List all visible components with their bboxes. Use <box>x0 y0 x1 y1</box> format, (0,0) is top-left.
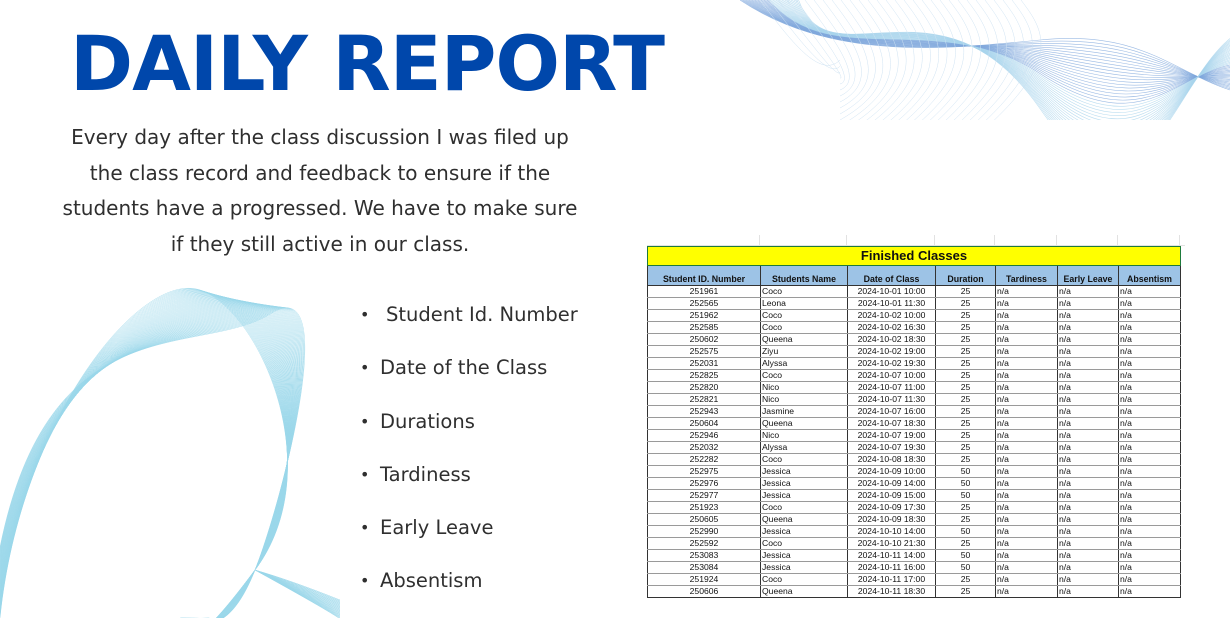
table-cell[interactable]: n/a <box>996 537 1058 549</box>
table-cell[interactable]: 2024-10-09 17:30 <box>848 501 936 513</box>
table-cell[interactable]: n/a <box>1119 333 1181 345</box>
table-cell[interactable]: 25 <box>936 381 996 393</box>
table-cell[interactable]: 2024-10-09 15:00 <box>848 489 936 501</box>
table-cell[interactable]: n/a <box>1058 405 1119 417</box>
table-row <box>648 357 1181 369</box>
table-cell[interactable]: 2024-10-07 19:30 <box>848 441 936 453</box>
table-cell[interactable]: 2024-10-10 21:30 <box>848 537 936 549</box>
table-cell[interactable]: Jessica <box>761 465 848 477</box>
table-cell[interactable]: 2024-10-11 18:30 <box>848 585 936 597</box>
table-cell[interactable]: n/a <box>1119 321 1181 333</box>
table-cell[interactable]: 25 <box>936 321 996 333</box>
table-cell[interactable]: 2024-10-01 10:00 <box>848 285 936 297</box>
table-cell[interactable]: 250602 <box>648 333 761 345</box>
table-cell[interactable]: n/a <box>996 513 1058 525</box>
table-cell[interactable]: n/a <box>1058 489 1119 501</box>
table-cell[interactable]: n/a <box>1058 453 1119 465</box>
table-row <box>648 585 1181 597</box>
table-row <box>648 309 1181 321</box>
table-row <box>648 417 1181 429</box>
table-cell[interactable]: 50 <box>936 549 996 561</box>
table-row <box>648 549 1181 561</box>
table-cell[interactable]: 25 <box>936 537 996 549</box>
table-cell[interactable]: n/a <box>996 297 1058 309</box>
table-row <box>648 477 1181 489</box>
bullet-label: Tardiness <box>380 462 471 486</box>
table-cell[interactable]: 2024-10-09 14:00 <box>848 477 936 489</box>
table-cell[interactable]: 50 <box>936 477 996 489</box>
table-cell[interactable]: Coco <box>761 573 848 585</box>
table-cell[interactable]: n/a <box>996 441 1058 453</box>
column-header[interactable]: Student ID. Number <box>648 266 761 285</box>
table-cell[interactable]: Coco <box>761 537 848 549</box>
header-row <box>648 266 1181 285</box>
table-row <box>648 369 1181 381</box>
table-row <box>648 441 1181 453</box>
table-cell[interactable]: n/a <box>996 393 1058 405</box>
table-cell[interactable]: 25 <box>936 453 996 465</box>
table-cell[interactable]: 252282 <box>648 453 761 465</box>
table-cell[interactable]: 252031 <box>648 357 761 369</box>
bullet-item <box>360 407 578 460</box>
bullet-item <box>360 300 578 353</box>
table-cell[interactable]: 2024-10-02 19:30 <box>848 357 936 369</box>
table-cell[interactable]: n/a <box>1119 537 1181 549</box>
empty-grid-row <box>647 235 1185 246</box>
table-cell[interactable]: Coco <box>761 501 848 513</box>
bullet-label: Early Leave <box>380 516 494 540</box>
table-cell[interactable]: n/a <box>1119 429 1181 441</box>
table-cell[interactable]: 25 <box>936 573 996 585</box>
table-cell[interactable]: n/a <box>996 429 1058 441</box>
table-cell[interactable]: n/a <box>996 321 1058 333</box>
bullet-label: Durations <box>380 409 475 433</box>
column-header[interactable]: Students Name <box>761 266 848 285</box>
bullet-label: Student Id. Number <box>386 303 578 326</box>
table-cell[interactable]: 2024-10-02 16:30 <box>848 321 936 333</box>
table-cell[interactable]: 25 <box>936 333 996 345</box>
table-cell[interactable]: 2024-10-11 17:00 <box>848 573 936 585</box>
table-cell[interactable]: n/a <box>1058 549 1119 561</box>
table-cell[interactable]: n/a <box>1058 297 1119 309</box>
table-cell[interactable]: n/a <box>996 549 1058 561</box>
table-row <box>648 381 1181 393</box>
table-cell[interactable]: 25 <box>936 309 996 321</box>
table-cell[interactable]: 50 <box>936 489 996 501</box>
wave-decoration-top <box>740 0 1230 120</box>
table-row <box>648 537 1181 549</box>
table-cell[interactable]: Jessica <box>761 489 848 501</box>
table-cell[interactable]: n/a <box>1058 573 1119 585</box>
table-cell[interactable]: n/a <box>1058 429 1119 441</box>
table-cell[interactable]: Coco <box>761 309 848 321</box>
table-cell[interactable]: Jessica <box>761 549 848 561</box>
table-cell[interactable]: n/a <box>996 405 1058 417</box>
description-text: Every day after the class discussion I was filed up the class record and feedback to ensure if the students have a progressed. We have to make sure if they still active in our class. <box>62 125 578 256</box>
table-cell[interactable]: 253083 <box>648 549 761 561</box>
table-cell[interactable]: n/a <box>1119 417 1181 429</box>
table-cell[interactable]: n/a <box>1119 393 1181 405</box>
table-cell[interactable]: n/a <box>1058 537 1119 549</box>
table-row <box>648 513 1181 525</box>
table-cell[interactable]: 2024-10-07 16:00 <box>848 405 936 417</box>
table-cell[interactable]: Jessica <box>761 561 848 573</box>
table-cell[interactable]: n/a <box>1058 309 1119 321</box>
bullet-item <box>360 513 578 566</box>
table-cell[interactable]: 252946 <box>648 429 761 441</box>
table-cell[interactable]: 2024-10-02 19:00 <box>848 345 936 357</box>
table-cell[interactable]: 250604 <box>648 417 761 429</box>
column-header[interactable]: Duration <box>936 266 996 285</box>
bullet-icon: • <box>360 518 370 538</box>
bullet-item <box>360 566 578 618</box>
table-cell[interactable]: 2024-10-10 14:00 <box>848 525 936 537</box>
table-cell[interactable]: n/a <box>1119 297 1181 309</box>
table-cell[interactable]: Coco <box>761 369 848 381</box>
table-cell[interactable]: n/a <box>996 585 1058 597</box>
table-cell[interactable]: 25 <box>936 405 996 417</box>
table-cell[interactable]: Nico <box>761 393 848 405</box>
table-cell[interactable]: 2024-10-09 10:00 <box>848 465 936 477</box>
table-cell[interactable]: n/a <box>1119 285 1181 297</box>
table-cell[interactable]: Jasmine <box>761 405 848 417</box>
table-cell[interactable]: 252943 <box>648 405 761 417</box>
table-row <box>648 297 1181 309</box>
table-row <box>648 393 1181 405</box>
table-cell[interactable]: n/a <box>1119 309 1181 321</box>
table-row <box>648 321 1181 333</box>
table-row <box>648 453 1181 465</box>
table-cell[interactable]: Nico <box>761 381 848 393</box>
table-cell[interactable]: Coco <box>761 453 848 465</box>
table-cell[interactable]: 25 <box>936 417 996 429</box>
table-cell[interactable]: n/a <box>996 285 1058 297</box>
table-cell[interactable]: 2024-10-11 14:00 <box>848 549 936 561</box>
table-cell[interactable]: 2024-10-07 18:30 <box>848 417 936 429</box>
table-cell[interactable]: Nico <box>761 429 848 441</box>
field-list <box>360 300 578 618</box>
column-header[interactable]: Tardiness <box>996 266 1058 285</box>
table-cell[interactable]: 2024-10-07 11:30 <box>848 393 936 405</box>
table-cell[interactable]: Alyssa <box>761 441 848 453</box>
bullet-label: Absentism <box>380 569 483 593</box>
table-cell[interactable]: n/a <box>1119 489 1181 501</box>
table-cell[interactable]: n/a <box>996 489 1058 501</box>
table-cell[interactable]: n/a <box>1119 453 1181 465</box>
table-cell[interactable]: n/a <box>1119 405 1181 417</box>
table-cell[interactable]: n/a <box>1119 585 1181 597</box>
table-cell[interactable]: n/a <box>1119 561 1181 573</box>
table-cell[interactable]: n/a <box>996 525 1058 537</box>
finished-classes-table <box>647 266 1181 598</box>
sheet-title-cell[interactable]: Finished Classes <box>647 246 1181 266</box>
table-cell[interactable]: n/a <box>1058 381 1119 393</box>
table-cell[interactable]: 2024-10-07 19:00 <box>848 429 936 441</box>
table-cell[interactable]: Coco <box>761 321 848 333</box>
table-row <box>648 405 1181 417</box>
table-cell[interactable]: n/a <box>1119 501 1181 513</box>
table-cell[interactable]: n/a <box>1058 345 1119 357</box>
table-cell[interactable]: n/a <box>1058 321 1119 333</box>
table-cell[interactable]: n/a <box>996 477 1058 489</box>
column-header[interactable]: Early Leave <box>1058 266 1119 285</box>
table-cell[interactable]: 25 <box>936 429 996 441</box>
table-cell[interactable]: n/a <box>996 453 1058 465</box>
table-cell[interactable]: 250606 <box>648 585 761 597</box>
table-cell[interactable]: n/a <box>1058 285 1119 297</box>
table-cell[interactable]: n/a <box>1119 573 1181 585</box>
table-cell[interactable]: 252975 <box>648 465 761 477</box>
table-cell[interactable]: 25 <box>936 369 996 381</box>
table-cell[interactable]: Queena <box>761 333 848 345</box>
column-header[interactable]: Date of Class <box>848 266 936 285</box>
table-cell[interactable]: n/a <box>996 465 1058 477</box>
table-row <box>648 285 1181 297</box>
table-cell[interactable]: 2024-10-07 11:00 <box>848 381 936 393</box>
table-cell[interactable]: n/a <box>996 345 1058 357</box>
table-cell[interactable]: 25 <box>936 513 996 525</box>
bullet-icon: • <box>360 358 370 378</box>
table-cell[interactable]: Queena <box>761 513 848 525</box>
table-cell[interactable]: 251962 <box>648 309 761 321</box>
table-cell[interactable]: 251924 <box>648 573 761 585</box>
table-cell[interactable]: 251961 <box>648 285 761 297</box>
table-cell[interactable]: n/a <box>996 573 1058 585</box>
bullet-item <box>360 460 578 513</box>
wave-decoration-bottom <box>0 270 340 618</box>
table-cell[interactable]: n/a <box>1058 525 1119 537</box>
table-cell[interactable]: 250605 <box>648 513 761 525</box>
table-cell[interactable]: 2024-10-01 11:30 <box>848 297 936 309</box>
table-cell[interactable]: n/a <box>1119 513 1181 525</box>
table-cell[interactable]: n/a <box>1058 369 1119 381</box>
table-cell[interactable]: n/a <box>1119 441 1181 453</box>
table-cell[interactable]: 2024-10-07 10:00 <box>848 369 936 381</box>
table-cell[interactable]: 25 <box>936 357 996 369</box>
table-row <box>648 489 1181 501</box>
table-cell[interactable]: n/a <box>1119 357 1181 369</box>
table-cell[interactable]: 252977 <box>648 489 761 501</box>
table-cell[interactable]: n/a <box>1119 525 1181 537</box>
table-cell[interactable]: 25 <box>936 393 996 405</box>
table-cell[interactable]: 2024-10-11 16:00 <box>848 561 936 573</box>
table-cell[interactable]: Queena <box>761 585 848 597</box>
table-row <box>648 501 1181 513</box>
table-cell[interactable]: 2024-10-02 10:00 <box>848 309 936 321</box>
table-cell[interactable]: 25 <box>936 501 996 513</box>
bullet-icon: • <box>360 411 370 431</box>
table-cell[interactable]: n/a <box>996 369 1058 381</box>
table-cell[interactable]: 25 <box>936 285 996 297</box>
table-row <box>648 561 1181 573</box>
table-cell[interactable]: n/a <box>996 417 1058 429</box>
table-cell[interactable]: 252575 <box>648 345 761 357</box>
table-cell[interactable]: 252032 <box>648 441 761 453</box>
table-cell[interactable]: n/a <box>1119 381 1181 393</box>
table-cell[interactable]: n/a <box>1058 417 1119 429</box>
table-cell[interactable]: 25 <box>936 441 996 453</box>
table-cell[interactable]: 252976 <box>648 477 761 489</box>
table-cell[interactable]: n/a <box>996 381 1058 393</box>
table-cell[interactable]: 252820 <box>648 381 761 393</box>
table-cell[interactable]: Queena <box>761 417 848 429</box>
table-cell[interactable]: 252825 <box>648 369 761 381</box>
table-cell[interactable]: 50 <box>936 525 996 537</box>
table-cell[interactable]: n/a <box>996 357 1058 369</box>
bullet-label: Date of the Class <box>380 356 548 380</box>
table-cell[interactable]: 251923 <box>648 501 761 513</box>
table-cell[interactable]: 25 <box>936 345 996 357</box>
table-cell[interactable]: 252585 <box>648 321 761 333</box>
table-cell[interactable]: Alyssa <box>761 357 848 369</box>
table-cell[interactable]: n/a <box>1058 393 1119 405</box>
table-cell[interactable]: n/a <box>1119 549 1181 561</box>
table-row <box>648 429 1181 441</box>
bullet-icon: • <box>360 305 370 324</box>
table-cell[interactable]: 252565 <box>648 297 761 309</box>
table-cell[interactable]: 2024-10-09 18:30 <box>848 513 936 525</box>
table-cell[interactable]: n/a <box>996 333 1058 345</box>
table-cell[interactable]: 252821 <box>648 393 761 405</box>
table-cell[interactable]: n/a <box>1058 501 1119 513</box>
table-cell[interactable]: n/a <box>996 309 1058 321</box>
bullet-icon: • <box>360 571 370 591</box>
table-cell[interactable]: n/a <box>1058 585 1119 597</box>
table-row <box>648 465 1181 477</box>
table-cell[interactable]: n/a <box>1058 357 1119 369</box>
table-cell[interactable]: n/a <box>996 561 1058 573</box>
table-cell[interactable]: n/a <box>1119 477 1181 489</box>
table-cell[interactable]: n/a <box>1058 477 1119 489</box>
table-cell[interactable]: Jessica <box>761 525 848 537</box>
column-header[interactable]: Absentism <box>1119 266 1181 285</box>
table-cell[interactable]: 2024-10-08 18:30 <box>848 453 936 465</box>
table-row <box>648 333 1181 345</box>
table-cell[interactable]: n/a <box>1119 345 1181 357</box>
table-cell[interactable]: 50 <box>936 465 996 477</box>
table-cell[interactable]: Jessica <box>761 477 848 489</box>
table-cell[interactable]: n/a <box>1058 465 1119 477</box>
table-cell[interactable]: n/a <box>1058 561 1119 573</box>
table-cell[interactable]: n/a <box>1119 465 1181 477</box>
table-cell[interactable]: 25 <box>936 585 996 597</box>
table-cell[interactable]: n/a <box>1058 441 1119 453</box>
table-cell[interactable]: 253084 <box>648 561 761 573</box>
table-cell[interactable]: n/a <box>996 501 1058 513</box>
table-cell[interactable]: 50 <box>936 561 996 573</box>
bullet-item <box>360 353 578 406</box>
table-cell[interactable]: Ziyu <box>761 345 848 357</box>
table-row <box>648 345 1181 357</box>
table-cell[interactable]: 252592 <box>648 537 761 549</box>
table-row <box>648 573 1181 585</box>
table-cell[interactable]: 2024-10-02 18:30 <box>848 333 936 345</box>
table-cell[interactable]: Leona <box>761 297 848 309</box>
table-cell[interactable]: n/a <box>1058 333 1119 345</box>
page-title: DAILY REPORT <box>70 19 664 108</box>
table-cell[interactable]: 252990 <box>648 525 761 537</box>
table-row <box>648 525 1181 537</box>
bullet-icon: • <box>360 464 370 484</box>
table-cell[interactable]: n/a <box>1058 513 1119 525</box>
table-cell[interactable]: Coco <box>761 285 848 297</box>
spreadsheet <box>647 235 1185 598</box>
table-cell[interactable]: n/a <box>1119 369 1181 381</box>
table-cell[interactable]: 25 <box>936 297 996 309</box>
